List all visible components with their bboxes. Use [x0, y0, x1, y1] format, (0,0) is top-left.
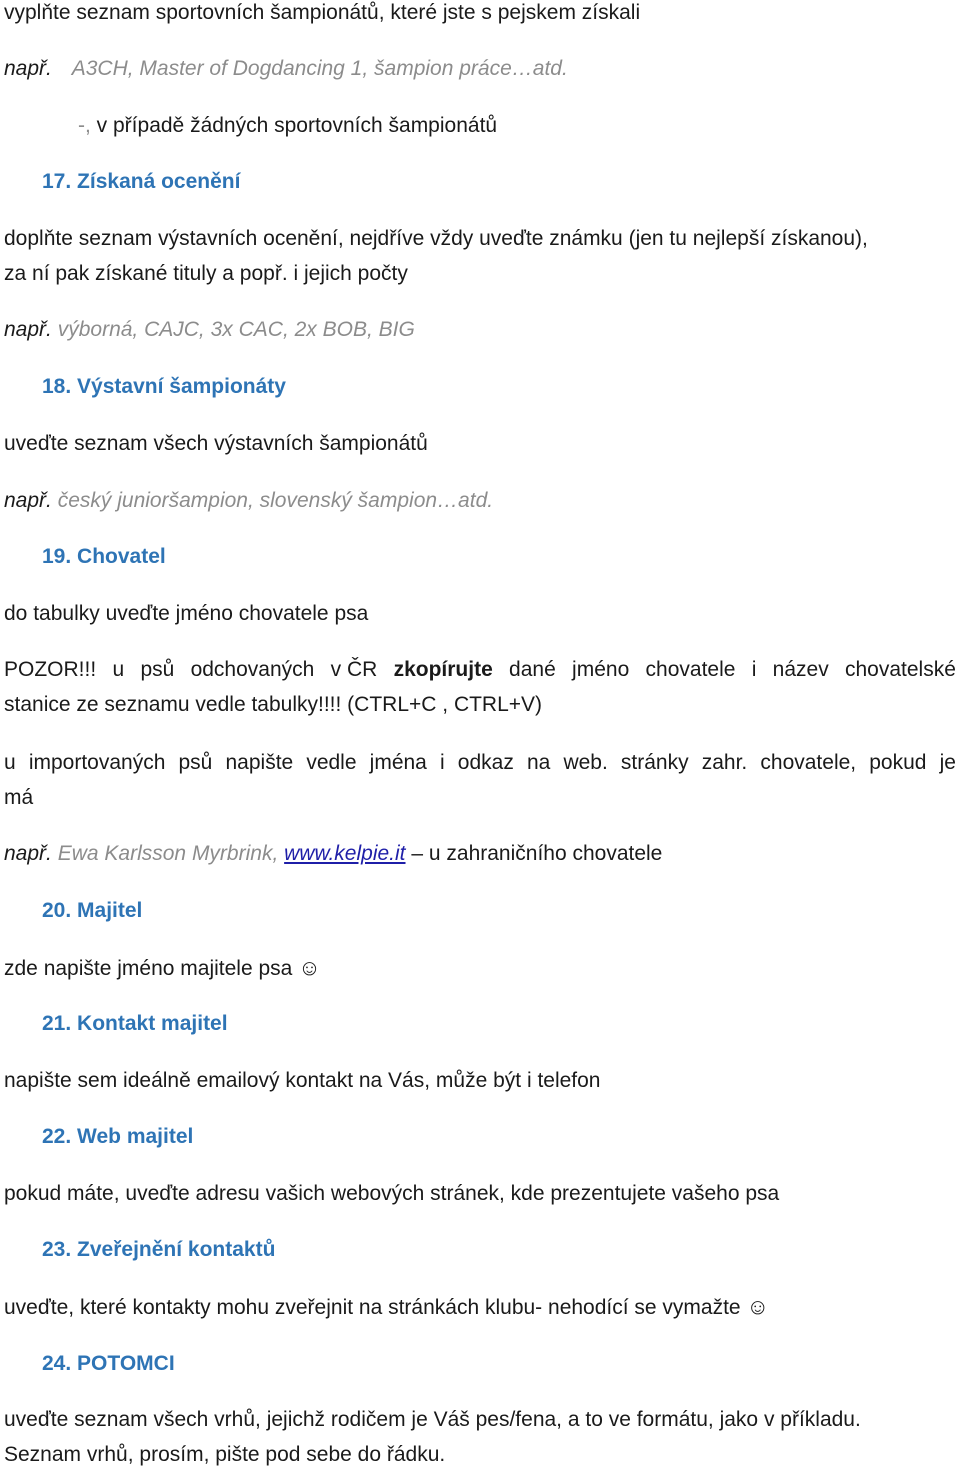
section-number: 19.	[42, 545, 72, 568]
section-24-heading	[42, 1351, 175, 1377]
import-word: importovaných	[28, 751, 166, 774]
section-title: Majitel	[77, 899, 143, 922]
section-18-heading	[42, 374, 286, 400]
import-word: odkaz	[457, 751, 514, 774]
section-22-body: pokud máte, uveďte adresu vašich webových stránek, kde prezentujete vašeho psa	[4, 1182, 780, 1205]
import-word: i	[439, 751, 445, 774]
section-20-body	[4, 955, 321, 982]
section-19-warning-line2: stanice ze seznamu vedle tabulky!!!! (CTRL+C , CTRL+V)	[4, 693, 543, 716]
section-19-import-line1	[4, 750, 956, 776]
example-suffix: – u zahraničního chovatele	[411, 842, 663, 865]
section-23-body	[4, 1294, 769, 1321]
import-word: zahr.	[701, 751, 748, 774]
example-label: např.	[4, 489, 52, 512]
section-22-heading	[42, 1124, 193, 1150]
warning-word: i	[751, 658, 757, 681]
import-word: stránky	[620, 751, 689, 774]
body-text: zde napište jméno majitele psa	[4, 957, 293, 980]
breeder-web-link[interactable]: www.kelpie.it	[284, 842, 406, 865]
section-title: Výstavní šampionáty	[77, 375, 286, 398]
section-number: 17.	[42, 170, 72, 193]
sports-example	[4, 56, 568, 82]
section-title: POTOMCI	[77, 1352, 175, 1375]
section-19-import-line2: má	[4, 786, 34, 809]
section-title: Získaná ocenění	[77, 170, 241, 193]
example-label: např.	[4, 318, 52, 341]
import-word: vedle	[306, 751, 357, 774]
warning-emphasis: zkopírujte	[393, 658, 493, 681]
section-number: 21.	[42, 1012, 72, 1035]
import-word: u	[4, 751, 16, 774]
example-label: např.	[4, 57, 52, 80]
section-17-body-line2: za ní pak získané tituly a popř. i jejich počty	[4, 262, 408, 285]
body-text: uveďte, které kontakty mohu zveřejnit na stránkách klubu- nehodící se vymažte	[4, 1296, 741, 1319]
none-text: v případě žádných sportovních šampionátů	[96, 114, 498, 137]
sports-instruction: vyplňte seznam sportovních šampionátů, které jste s pejskem získali	[4, 1, 641, 24]
section-title: Kontakt majitel	[77, 1012, 228, 1035]
sports-none-note	[78, 113, 497, 139]
warning-word: dané	[509, 658, 556, 681]
warning-word: v ČR	[330, 658, 378, 681]
section-20-heading	[42, 898, 142, 924]
section-24-body-line2: Seznam vrhů, prosím, pište pod sebe do řádku.	[4, 1443, 446, 1466]
import-word: web.	[563, 751, 608, 774]
import-word: psů	[178, 751, 213, 774]
section-19-warning-line1	[4, 657, 956, 683]
section-number: 24.	[42, 1352, 72, 1375]
import-word: jména	[369, 751, 427, 774]
section-19-body: do tabulky uveďte jméno chovatele psa	[4, 602, 369, 625]
section-17-body-line1: doplňte seznam výstavních ocenění, nejdříve vždy uveďte známku (jen tu nejlepší získanou),	[4, 227, 868, 250]
warning-word: chovatele	[645, 658, 736, 681]
example-text: Ewa Karlsson Myrbrink,	[57, 842, 279, 865]
section-title: Zveřejnění kontaktů	[77, 1238, 276, 1261]
import-word: napište	[225, 751, 294, 774]
import-word: je	[939, 751, 956, 774]
warning-word: odchovaných	[190, 658, 315, 681]
import-word: na	[526, 751, 551, 774]
example-text: výborná, CAJC, 3x CAC, 2x BOB, BIG	[57, 318, 415, 341]
section-title: Chovatel	[77, 545, 166, 568]
dash: -,	[78, 114, 91, 137]
smiley-icon: ☺	[298, 955, 321, 980]
section-21-body: napište sem ideálně emailový kontakt na Vás, může být i telefon	[4, 1069, 601, 1092]
section-17-heading	[42, 169, 240, 195]
warning-word: název	[772, 658, 829, 681]
section-number: 23.	[42, 1238, 72, 1261]
example-label: např.	[4, 842, 52, 865]
section-24-body-line1: uveďte seznam všech vrhů, jejichž rodičem je Váš pes/fena, a to ve formátu, jako v příkladu.	[4, 1408, 861, 1431]
warning-word: psů	[140, 658, 175, 681]
section-title: Web majitel	[77, 1125, 194, 1148]
example-text: A3CH, Master of Dogdancing 1, šampion práce…atd.	[71, 57, 568, 80]
section-23-heading	[42, 1237, 275, 1263]
smiley-icon: ☺	[746, 1294, 769, 1319]
section-18-example	[4, 488, 493, 514]
section-19-heading	[42, 544, 166, 570]
warning-word: POZOR!!!	[4, 658, 97, 681]
section-number: 22.	[42, 1125, 72, 1148]
section-19-example	[4, 841, 662, 867]
section-number: 18.	[42, 375, 72, 398]
import-word: chovatele,	[760, 751, 857, 774]
example-text: český junioršampion, slovenský šampion…atd.	[57, 489, 494, 512]
section-18-body: uveďte seznam všech výstavních šampionátů	[4, 432, 428, 455]
warning-word: u	[112, 658, 125, 681]
section-21-heading	[42, 1011, 228, 1037]
import-word: pokud	[869, 751, 927, 774]
section-number: 20.	[42, 899, 72, 922]
section-17-example	[4, 317, 415, 343]
warning-word: jméno	[572, 658, 630, 681]
warning-word: chovatelské	[845, 658, 956, 681]
